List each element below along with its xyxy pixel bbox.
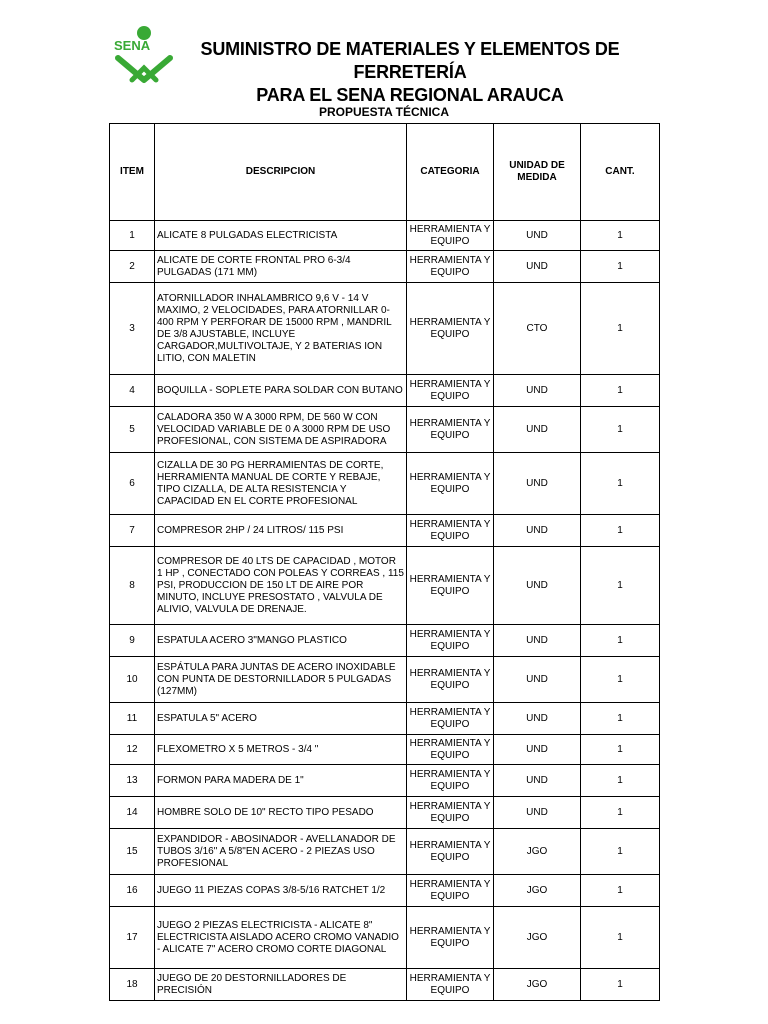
- cell-cant: 1: [581, 829, 660, 875]
- table-row: [110, 829, 660, 875]
- cell-item: 5: [110, 407, 155, 453]
- cell-item: 16: [110, 875, 155, 907]
- cell-cant: 1: [581, 875, 660, 907]
- cell-unidad: UND: [494, 375, 581, 407]
- cell-descripcion: ALICATE 8 PULGADAS ELECTRICISTA: [155, 221, 407, 251]
- cell-unidad: UND: [494, 735, 581, 765]
- cell-categoria: HERRAMIENTA Y EQUIPO: [407, 969, 494, 1001]
- cell-cant: 1: [581, 453, 660, 515]
- col-header-categoria: CATEGORIA: [407, 124, 494, 221]
- cell-descripcion: COMPRESOR 2HP / 24 LITROS/ 115 PSI: [155, 515, 407, 547]
- table-row: [110, 407, 660, 453]
- cell-categoria: HERRAMIENTA Y EQUIPO: [407, 375, 494, 407]
- cell-cant: 1: [581, 969, 660, 1001]
- table-row: [110, 515, 660, 547]
- cell-unidad: UND: [494, 547, 581, 625]
- cell-unidad: UND: [494, 515, 581, 547]
- cell-item: 7: [110, 515, 155, 547]
- cell-cant: 1: [581, 251, 660, 283]
- cell-item: 2: [110, 251, 155, 283]
- cell-cant: 1: [581, 283, 660, 375]
- cell-categoria: HERRAMIENTA Y EQUIPO: [407, 515, 494, 547]
- table-row: [110, 797, 660, 829]
- table-row: [110, 735, 660, 765]
- cell-categoria: HERRAMIENTA Y EQUIPO: [407, 221, 494, 251]
- col-header-unidad: UNIDAD DE MEDIDA: [494, 124, 581, 221]
- cell-cant: 1: [581, 765, 660, 797]
- cell-categoria: HERRAMIENTA Y EQUIPO: [407, 407, 494, 453]
- cell-descripcion: ESPÁTULA PARA JUNTAS DE ACERO INOXIDABLE CON PUNTA DE DESTORNILLADOR 5 PULGADAS (127MM): [155, 657, 407, 703]
- col-header-item: ITEM: [110, 124, 155, 221]
- cell-descripcion: HOMBRE SOLO DE 10" RECTO TIPO PESADO: [155, 797, 407, 829]
- cell-item: 17: [110, 907, 155, 969]
- cell-item: 8: [110, 547, 155, 625]
- cell-item: 18: [110, 969, 155, 1001]
- table-row: [110, 221, 660, 251]
- cell-cant: 1: [581, 657, 660, 703]
- cell-categoria: HERRAMIENTA Y EQUIPO: [407, 283, 494, 375]
- cell-item: 13: [110, 765, 155, 797]
- cell-unidad: UND: [494, 221, 581, 251]
- table-row: [110, 875, 660, 907]
- cell-unidad: UND: [494, 453, 581, 515]
- cell-cant: 1: [581, 547, 660, 625]
- cell-descripcion: COMPRESOR DE 40 LTS DE CAPACIDAD , MOTOR 1 HP , CONECTADO CON POLEAS Y CORREAS , 115 PSI, PRODUCCION DE 150 LT DE AIRE POR MINUTO, INCLUYE PRESOSTATO , VALVULA DE ALIVIO, VALVULA DE DRENAJE.: [155, 547, 407, 625]
- svg-text:SENA: SENA: [114, 38, 151, 53]
- table-row: [110, 907, 660, 969]
- cell-descripcion: EXPANDIDOR - ABOSINADOR - AVELLANADOR DE TUBOS 3/16" A 5/8"EN ACERO - 2 PIEZAS USO PROFESIONAL: [155, 829, 407, 875]
- table-row: [110, 283, 660, 375]
- table-row: [110, 969, 660, 1001]
- table-row: [110, 703, 660, 735]
- cell-categoria: HERRAMIENTA Y EQUIPO: [407, 735, 494, 765]
- items-table: [109, 123, 660, 1001]
- cell-item: 10: [110, 657, 155, 703]
- cell-cant: 1: [581, 703, 660, 735]
- cell-item: 4: [110, 375, 155, 407]
- cell-item: 11: [110, 703, 155, 735]
- cell-descripcion: JUEGO 11 PIEZAS COPAS 3/8-5/16 RATCHET 1/2: [155, 875, 407, 907]
- cell-categoria: HERRAMIENTA Y EQUIPO: [407, 907, 494, 969]
- cell-cant: 1: [581, 907, 660, 969]
- cell-categoria: HERRAMIENTA Y EQUIPO: [407, 797, 494, 829]
- cell-descripcion: JUEGO 2 PIEZAS ELECTRICISTA - ALICATE 8" ELECTRICISTA AISLADO ACERO CROMO VANADIO - ALICATE 7" ACERO CROMO CORTE DIAGONAL: [155, 907, 407, 969]
- cell-descripcion: BOQUILLA - SOPLETE PARA SOLDAR CON BUTANO: [155, 375, 407, 407]
- table-row: [110, 453, 660, 515]
- cell-cant: 1: [581, 625, 660, 657]
- cell-descripcion: CIZALLA DE 30 PG HERRAMIENTAS DE CORTE, HERRAMIENTA MANUAL DE CORTE Y REBAJE, TIPO CIZALLA, DE ALTA RESISTENCIA Y CAPACIDAD EN EL CORTE PROFESIONAL: [155, 453, 407, 515]
- cell-categoria: HERRAMIENTA Y EQUIPO: [407, 657, 494, 703]
- cell-unidad: UND: [494, 797, 581, 829]
- cell-descripcion: FLEXOMETRO X 5 METROS - 3/4 ": [155, 735, 407, 765]
- cell-descripcion: FORMON PARA MADERA DE 1": [155, 765, 407, 797]
- col-header-descripcion: DESCRIPCION: [155, 124, 407, 221]
- cell-item: 3: [110, 283, 155, 375]
- cell-cant: 1: [581, 797, 660, 829]
- table-row: [110, 547, 660, 625]
- title-line-2: PARA EL SENA REGIONAL ARAUCA: [256, 85, 564, 105]
- cell-unidad: UND: [494, 625, 581, 657]
- cell-item: 9: [110, 625, 155, 657]
- cell-categoria: HERRAMIENTA Y EQUIPO: [407, 703, 494, 735]
- cell-categoria: HERRAMIENTA Y EQUIPO: [407, 251, 494, 283]
- document-title: [150, 38, 670, 107]
- cell-categoria: HERRAMIENTA Y EQUIPO: [407, 453, 494, 515]
- cell-descripcion: JUEGO DE 20 DESTORNILLADORES DE PRECISIÓN: [155, 969, 407, 1001]
- cell-cant: 1: [581, 515, 660, 547]
- table-row: [110, 765, 660, 797]
- cell-cant: 1: [581, 735, 660, 765]
- cell-item: 6: [110, 453, 155, 515]
- cell-item: 15: [110, 829, 155, 875]
- cell-unidad: JGO: [494, 969, 581, 1001]
- cell-unidad: JGO: [494, 875, 581, 907]
- col-header-cant: CANT.: [581, 124, 660, 221]
- table-header-row: [110, 124, 660, 221]
- cell-item: 12: [110, 735, 155, 765]
- cell-unidad: UND: [494, 251, 581, 283]
- table-row: [110, 625, 660, 657]
- cell-cant: 1: [581, 375, 660, 407]
- cell-unidad: UND: [494, 657, 581, 703]
- cell-categoria: HERRAMIENTA Y EQUIPO: [407, 829, 494, 875]
- cell-descripcion: ALICATE DE CORTE FRONTAL PRO 6-3/4 PULGADAS (171 MM): [155, 251, 407, 283]
- cell-cant: 1: [581, 407, 660, 453]
- cell-categoria: HERRAMIENTA Y EQUIPO: [407, 625, 494, 657]
- cell-unidad: JGO: [494, 829, 581, 875]
- cell-item: 1: [110, 221, 155, 251]
- table-row: [110, 657, 660, 703]
- cell-unidad: CTO: [494, 283, 581, 375]
- cell-categoria: HERRAMIENTA Y EQUIPO: [407, 875, 494, 907]
- cell-categoria: HERRAMIENTA Y EQUIPO: [407, 765, 494, 797]
- table-row: [110, 375, 660, 407]
- cell-unidad: UND: [494, 407, 581, 453]
- table-row: [110, 251, 660, 283]
- cell-descripcion: ESPATULA 5" ACERO: [155, 703, 407, 735]
- cell-cant: 1: [581, 221, 660, 251]
- cell-descripcion: ESPATULA ACERO 3"MANGO PLASTICO: [155, 625, 407, 657]
- cell-unidad: UND: [494, 765, 581, 797]
- cell-item: 14: [110, 797, 155, 829]
- cell-descripcion: ATORNILLADOR INHALAMBRICO 9,6 V - 14 V MAXIMO, 2 VELOCIDADES, PARA ATORNILLAR 0-400 RPM Y PERFORAR DE 15000 RPM , MANDRIL DE 3/8 AJUSTABLE, INCLUYE CARGADOR,MULTIVOLTAJE, Y 2 BATERIAS ION LITIO, CON MALETIN: [155, 283, 407, 375]
- title-line-1: SUMINISTRO DE MATERIALES Y ELEMENTOS DE FERRETERÍA: [200, 39, 620, 82]
- cell-unidad: UND: [494, 703, 581, 735]
- cell-descripcion: CALADORA 350 W A 3000 RPM, DE 560 W CON VELOCIDAD VARIABLE DE 0 A 3000 RPM DE USO PROFESIONAL, CON SISTEMA DE ASPIRADORA: [155, 407, 407, 453]
- document-subtitle: PROPUESTA TÉCNICA: [318, 105, 449, 119]
- cell-categoria: HERRAMIENTA Y EQUIPO: [407, 547, 494, 625]
- cell-unidad: JGO: [494, 907, 581, 969]
